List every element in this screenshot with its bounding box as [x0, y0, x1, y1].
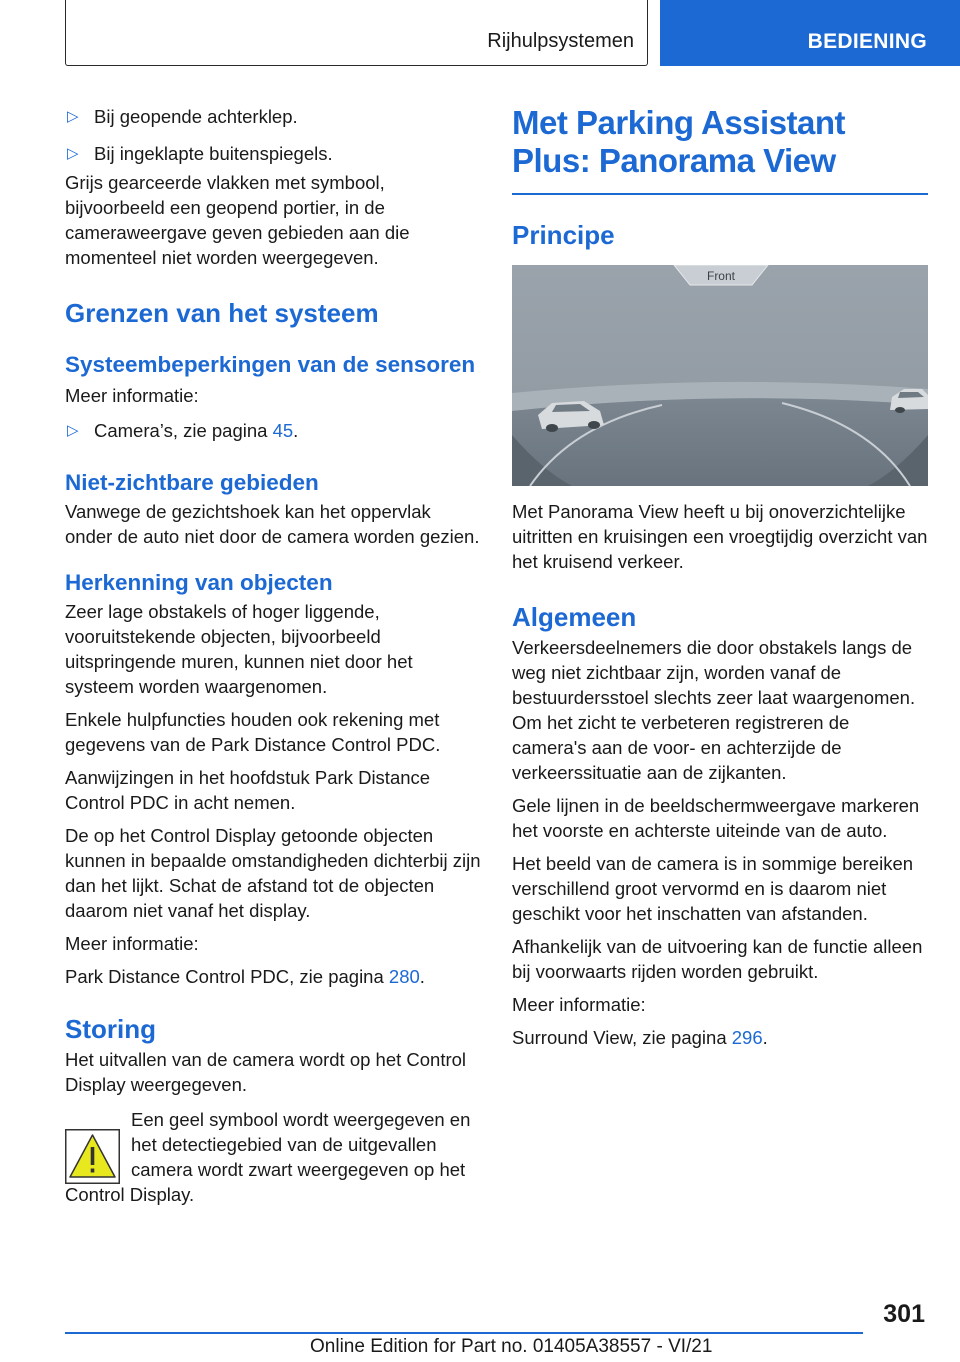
warning-triangle-icon	[65, 1129, 120, 1184]
meer-informatie-label: Meer informatie:	[65, 933, 199, 954]
heading-grenzen: Grenzen van het systeem	[65, 298, 379, 328]
page-link-45[interactable]: 45	[272, 420, 294, 441]
list-item: ▷ Bij ingeklapte buitenspiegels.	[67, 143, 333, 164]
heading-herkenning: Herkenning van objecten	[65, 570, 333, 595]
header-section-title: Rijhulpsystemen	[487, 30, 634, 52]
paragraph-herkenning-4: De op het Control Display getoonde objecten kunnen in bepaalde omstandigheden dichterbij zijn dan het lijkt. Schat de afstand tot de objecten daarom niet vanaf het display.	[65, 825, 481, 921]
left-column	[65, 104, 482, 1207]
heading-rule	[512, 193, 928, 195]
footer-rule	[65, 1332, 863, 1334]
page-number: 301	[883, 1300, 925, 1328]
paragraph-herkenning-3: Aanwijzingen in het hoofdstuk Park Distance Control PDC in acht nemen.	[65, 767, 431, 813]
heading-algemeen: Algemeen	[512, 601, 637, 632]
triangle-bullet-icon: ▷	[67, 108, 79, 125]
paragraph-algemeen-3: Het beeld van de camera is in sommige bereiken verschillend groot vervormd en is daarom niet geschikt voor het inschatten van afstanden.	[512, 852, 914, 924]
meer-informatie-label: Meer informatie:	[512, 993, 646, 1015]
header-chapter-title: BEDIENING	[807, 30, 927, 53]
paragraph-algemeen-1: Verkeersdeelnemers die door obstakels langs de weg niet zichtbaar zijn, worden vanaf de bestuurdersstoel slechts zeer laat waargenomen. Om het zicht te verbeteren registreren de camera's aan de voor- en achterzijde de verkeerssituatie aan de zijkanten.	[512, 636, 916, 783]
heading-storing: Storing	[65, 1014, 156, 1044]
paragraph-principe: Met Panorama View heeft u bij onoverzichtelijke uitritten en kruisingen een vroegtijdig overzicht van het kruisend verkeer.	[512, 500, 928, 572]
triangle-bullet-icon: ▷	[67, 145, 79, 162]
paragraph-surround-ref: Surround View, zie pagina 296.	[512, 1026, 768, 1048]
heading-sensoren: Systeembeperkingen van de sensoren	[65, 352, 476, 377]
paragraph-algemeen-4: Afhankelijk van de uitvoering kan de functie alleen bij voorwaarts rijden worden gebruikt.	[512, 935, 923, 982]
right-column	[512, 104, 928, 1058]
warning-text: Een geel symbool wordt weergegeven en het detectiegebied van de uitgevallen camera wordt zwart weergegeven op het	[131, 1109, 471, 1180]
paragraph-pdc-ref: Park Distance Control PDC, zie pagina 280.	[65, 966, 425, 987]
panorama-view-camera-image	[512, 265, 928, 486]
page-link-296[interactable]: 296	[731, 1026, 763, 1048]
paragraph-storing: Het uitvallen van de camera wordt op het Control Display weergegeven.	[65, 1049, 467, 1095]
paragraph-herkenning-2: Enkele hulpfuncties houden ook rekening met gegevens van de Park Distance Control PDC.	[65, 709, 441, 755]
footer-edition: Online Edition for Part no. 01405A38557 - VI/21	[310, 1336, 713, 1357]
meer-informatie-label: Meer informatie:	[65, 385, 199, 406]
heading-panorama-view: Met Parking Assistant Plus: Panorama View	[512, 104, 846, 179]
paragraph-algemeen-2: Gele lijnen in de beeldschermweergave markeren het voorste en achterste uiteinde van de auto.	[512, 794, 920, 841]
page-link-280[interactable]: 280	[388, 966, 420, 987]
camera-front-label: Front	[706, 268, 736, 283]
warning-text-tail: Control Display.	[65, 1184, 195, 1205]
warning-block	[65, 1107, 482, 1207]
triangle-bullet-icon: ▷	[67, 422, 79, 439]
paragraph-herkenning-1: Zeer lage obstakels of hoger liggende, vooruitstekende objecten, bijvoorbeeld uitspringende muren, kunnen niet door het systeem worden waargenomen.	[65, 601, 413, 697]
header-section-box	[65, 0, 648, 66]
list-item: ▷ Bij geopende achterklep.	[67, 106, 298, 127]
heading-principe: Principe	[512, 219, 615, 250]
paragraph-niet-zichtbaar: Vanwege de gezichtshoek kan het oppervlak onder de auto niet door de camera worden gezien.	[65, 501, 480, 547]
list-item: ▷ Camera’s, zie pagina 45.	[67, 420, 299, 441]
heading-niet-zichtbaar: Niet-zichtbare gebieden	[65, 470, 319, 495]
paragraph-grey-areas: Grijs gearceerde vlakken met symbool, bijvoorbeeld een geopend portier, in de cameraweergave geven gebieden aan die momenteel niet worden weergegeven.	[65, 172, 410, 268]
header-chapter-tab[interactable]	[660, 0, 960, 66]
